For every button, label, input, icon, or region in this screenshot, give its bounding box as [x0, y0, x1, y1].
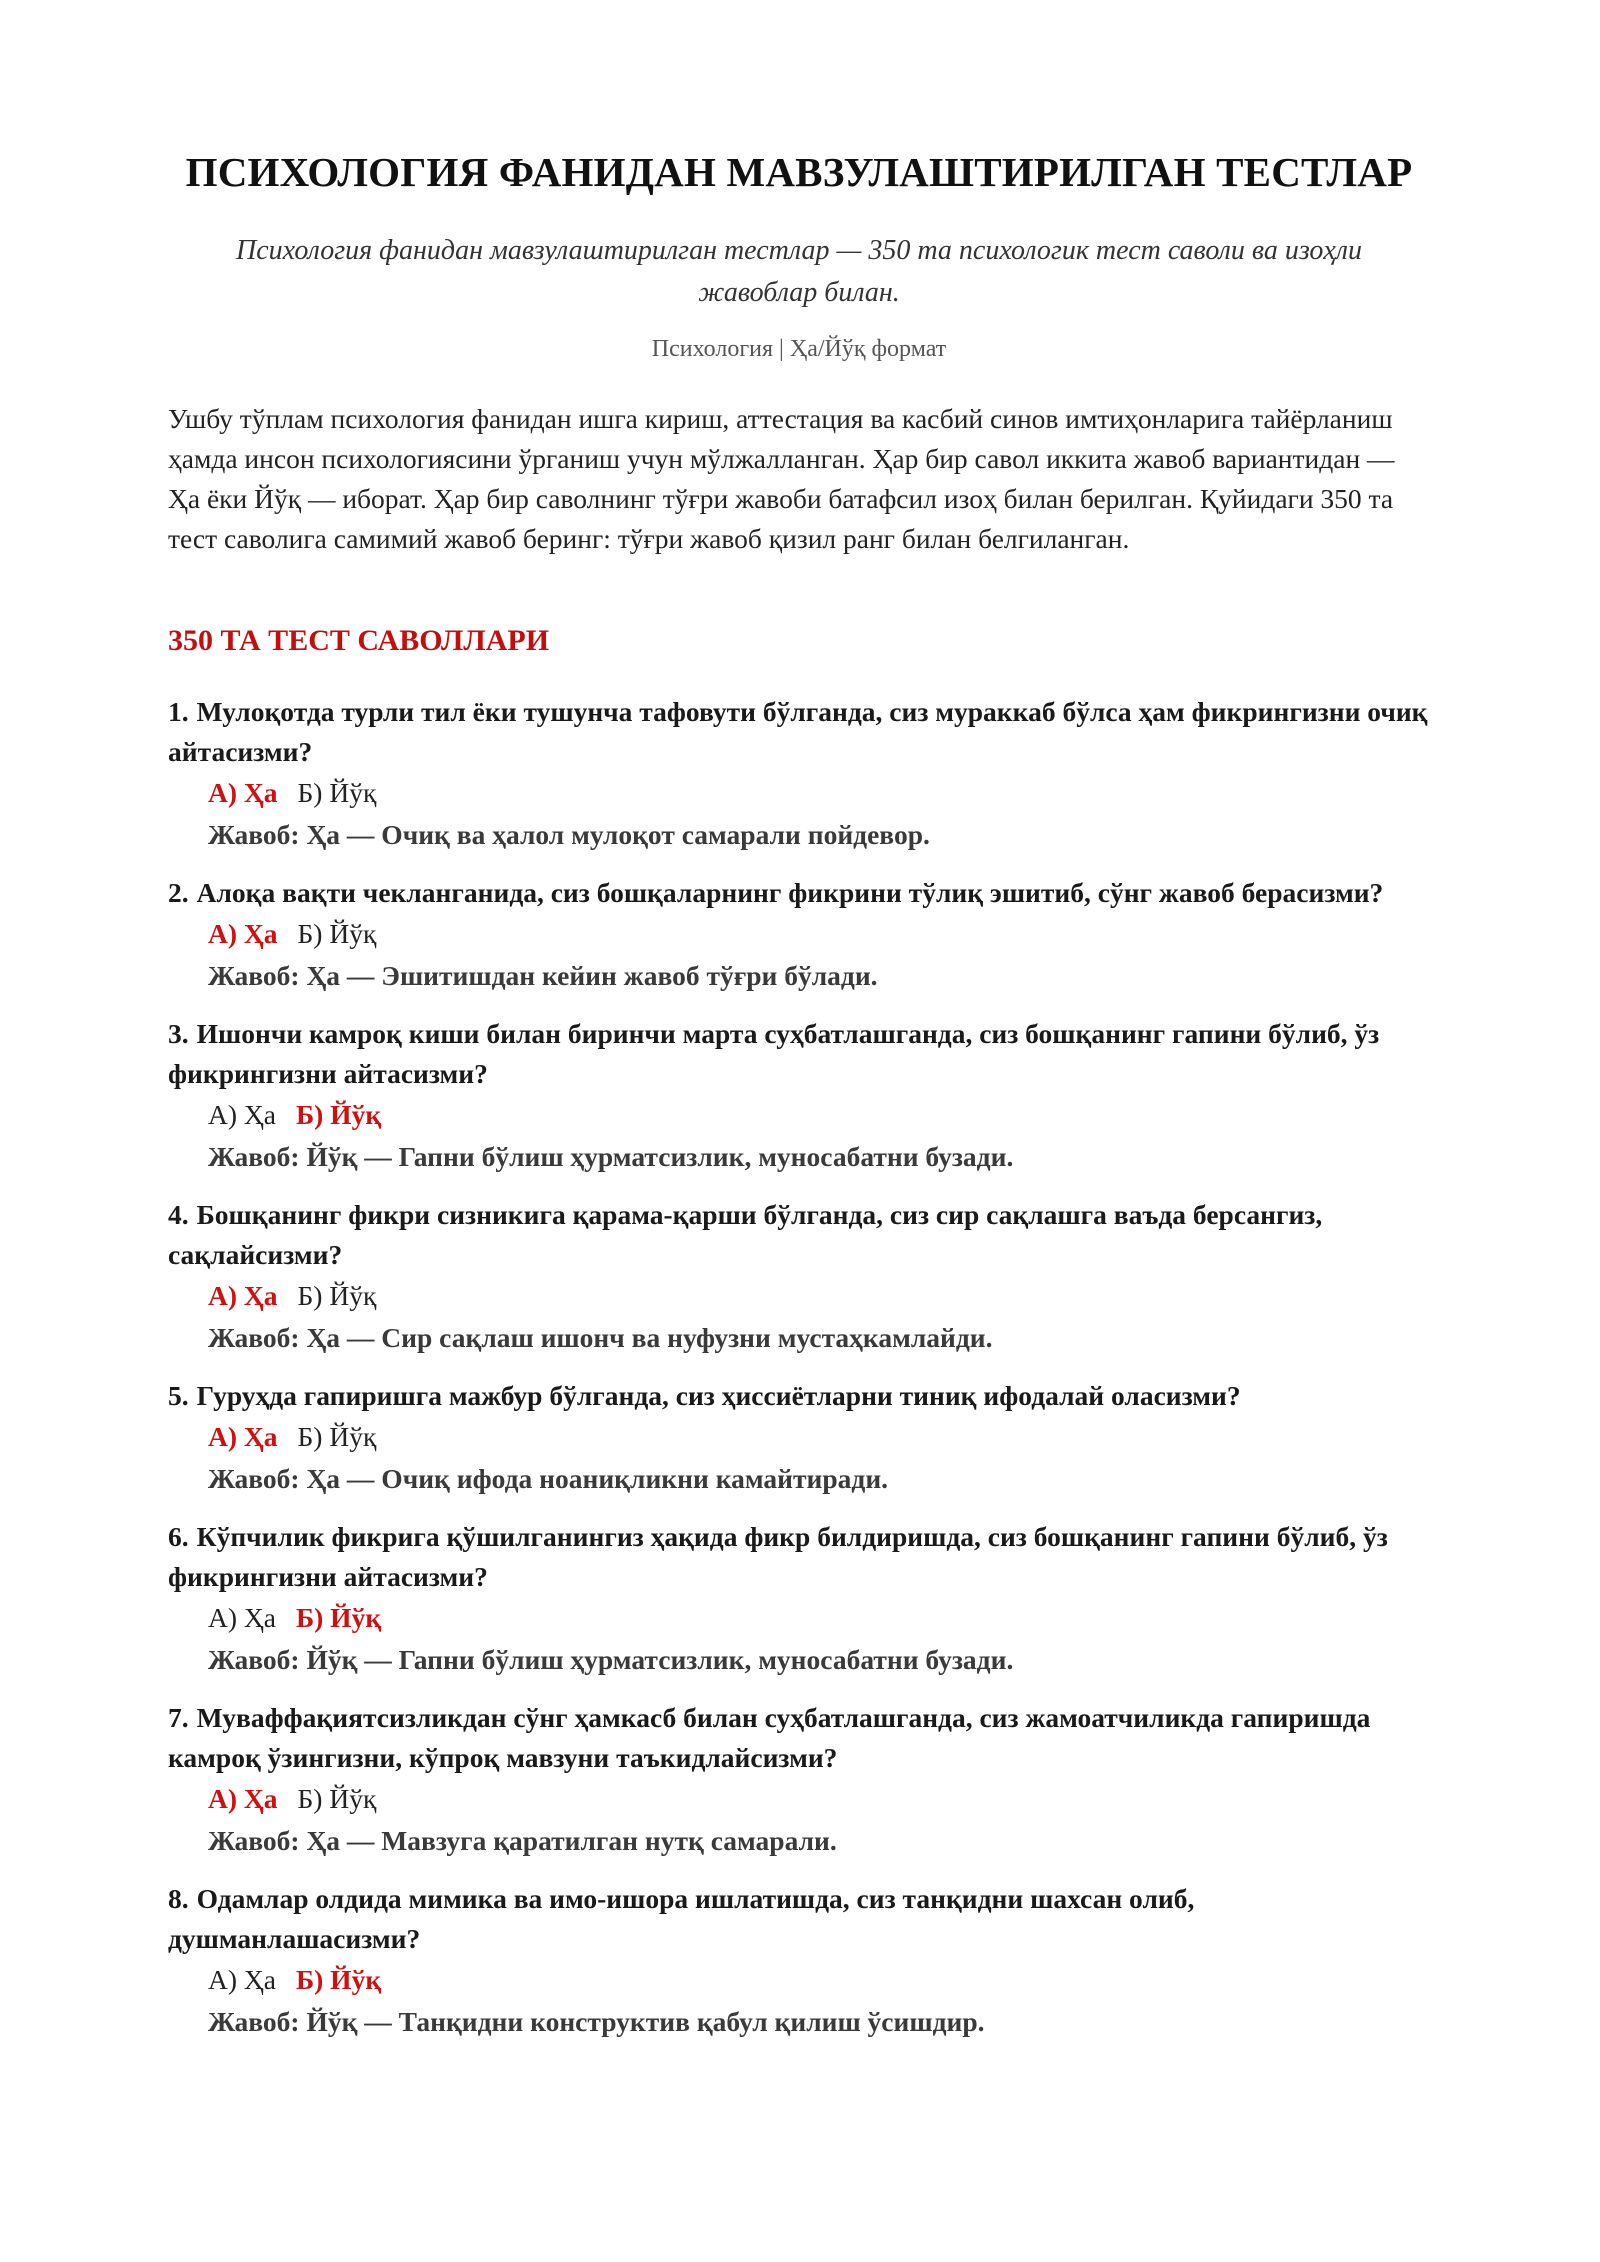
- section-heading: 350 ТА ТЕСТ САВОЛЛАРИ: [168, 624, 550, 657]
- document-meta: Психология | Ҳа/Йўқ формат: [651, 336, 947, 362]
- answer-options: [168, 1416, 1430, 1458]
- question-text: [168, 1014, 1430, 1094]
- question-text: [168, 692, 1430, 772]
- question-text: [168, 1698, 1430, 1778]
- option-no: Б) Йўқ: [295, 1964, 382, 1995]
- answer-options: [168, 913, 1430, 955]
- question-item: [168, 873, 1430, 997]
- document-subtitle: Психология фанидан мавзулаштирилган тестлар — 350 та психологик тест саволи ва изоҳли жавоблар билан.: [235, 235, 1363, 308]
- question-number: 6.: [168, 1521, 189, 1552]
- question-number: 8.: [168, 1883, 189, 1914]
- question-body: Бошқанинг фикри сизникига қарама-қарши бўлганда, сиз сир сақлашга ваъда берсангиз, сақлайсизми?: [168, 1199, 1323, 1270]
- option-no: Б) Йўқ: [297, 1421, 377, 1452]
- option-yes: А) Ҳа: [208, 1964, 276, 1995]
- question-body: Одамлар олдида мимика ва имо-ишора ишлатишда, сиз танқидни шахсан олиб, душманлашасизми?: [168, 1883, 1195, 1954]
- question-item: [168, 1014, 1430, 1178]
- document-title: ПСИХОЛОГИЯ ФАНИДАН МАВЗУЛАШТИРИЛГАН ТЕСТЛАР: [185, 149, 1413, 195]
- option-yes: А) Ҳа: [208, 1099, 276, 1130]
- answer-explanation: Жавоб: Йўқ — Танқидни конструктив қабул қилиш ўсишдир.: [208, 2006, 985, 2037]
- question-text: [168, 1195, 1430, 1275]
- question-item: [168, 1879, 1430, 2043]
- answer-explanation: Жавоб: Йўқ — Гапни бўлиш ҳурматсизлик, муносабатни бузади.: [208, 1141, 1014, 1172]
- question-body: Мулоқотда турли тил ёки тушунча тафовути бўлганда, сиз мураккаб бўлса ҳам фикрингизни очиқ айтасизми?: [168, 696, 1428, 767]
- question-number: 4.: [168, 1199, 189, 1230]
- option-yes: А) Ҳа: [208, 1280, 278, 1311]
- question-number: 5.: [168, 1380, 189, 1411]
- question-number: 1.: [168, 696, 189, 727]
- question-number: 2.: [168, 877, 189, 908]
- option-yes: А) Ҳа: [208, 1602, 276, 1633]
- answer-explanation: Жавоб: Ҳа — Эшитишдан кейин жавоб тўғри бўлади.: [208, 960, 878, 991]
- option-no: Б) Йўқ: [295, 1602, 382, 1633]
- question-item: [168, 1376, 1430, 1500]
- question-text: [168, 1879, 1430, 1959]
- option-yes: А) Ҳа: [208, 777, 278, 808]
- question-item: [168, 1517, 1430, 1681]
- answer-explanation: Жавоб: Йўқ — Гапни бўлиш ҳурматсизлик, муносабатни бузади.: [208, 1644, 1014, 1675]
- answer-options: [168, 1094, 1430, 1136]
- question-text: [168, 1517, 1430, 1597]
- option-no: Б) Йўқ: [295, 1099, 382, 1130]
- answer-options: [168, 1778, 1430, 1820]
- answer-options: [168, 1959, 1430, 2001]
- option-yes: А) Ҳа: [208, 1421, 278, 1452]
- option-yes: А) Ҳа: [208, 918, 278, 949]
- answer-explanation: Жавоб: Ҳа — Мавзуга қаратилган нутқ самарали.: [208, 1825, 837, 1856]
- option-no: Б) Йўқ: [297, 1783, 377, 1814]
- question-text: [168, 873, 1430, 913]
- answer-explanation: Жавоб: Ҳа — Очиқ ва ҳалол мулоқот самарали пойдевор.: [208, 819, 930, 850]
- question-body: Гуруҳда гапиришга мажбур бўлганда, сиз ҳиссиётларни тиниқ ифодалай оласизми?: [196, 1380, 1241, 1411]
- answer-explanation: Жавоб: Ҳа — Сир сақлаш ишонч ва нуфузни мустаҳкамлайди.: [208, 1322, 993, 1353]
- question-body: Ишончи камроқ киши билан биринчи марта суҳбатлашганда, сиз бошқанинг гапини бўлиб, ўз фикрингизни айтасизми?: [168, 1018, 1380, 1089]
- question-body: Кўпчилик фикрига қўшилганингиз ҳақида фикр билдиришда, сиз бошқанинг гапини бўлиб, ўз фикрингизни айтасизми?: [168, 1521, 1388, 1592]
- answer-options: [168, 772, 1430, 814]
- question-item: [168, 692, 1430, 856]
- option-yes: А) Ҳа: [208, 1783, 278, 1814]
- question-list: [168, 692, 1430, 2060]
- intro-paragraph: Ушбу тўплам психология фанидан ишга кириш, аттестация ва касбий синов имтиҳонларига тайёрланиш ҳамда инсон психологиясини ўрганиш учун мўлжалланган. Ҳар бир савол иккита жавоб вариантидан — Ҳа ёки Йўқ — иборат. Ҳар бир саволнинг тўғри жавоби батафсил изоҳ билан берилган. Қуйидаги 350 та тест саволига самимий жавоб беринг: тўғри жавоб қизил ранг билан белгиланган.: [168, 403, 1395, 554]
- question-body: Алоқа вақти чекланганида, сиз бошқаларнинг фикрини тўлиқ эшитиб, сўнг жавоб берасизми?: [196, 877, 1384, 908]
- option-no: Б) Йўқ: [297, 918, 377, 949]
- question-item: [168, 1698, 1430, 1862]
- question-text: [168, 1376, 1430, 1416]
- question-number: 3.: [168, 1018, 189, 1049]
- question-item: [168, 1195, 1430, 1359]
- option-no: Б) Йўқ: [297, 777, 377, 808]
- answer-explanation: Жавоб: Ҳа — Очиқ ифода ноаниқликни камайтиради.: [208, 1463, 889, 1494]
- answer-options: [168, 1597, 1430, 1639]
- question-number: 7.: [168, 1702, 189, 1733]
- question-body: Муваффақиятсизликдан сўнг ҳамкасб билан суҳбатлашганда, сиз жамоатчиликда гапиришда камроқ ўзингизни, кўпроқ мавзуни таъкидлайсизми?: [168, 1702, 1371, 1773]
- option-no: Б) Йўқ: [297, 1280, 377, 1311]
- answer-options: [168, 1275, 1430, 1317]
